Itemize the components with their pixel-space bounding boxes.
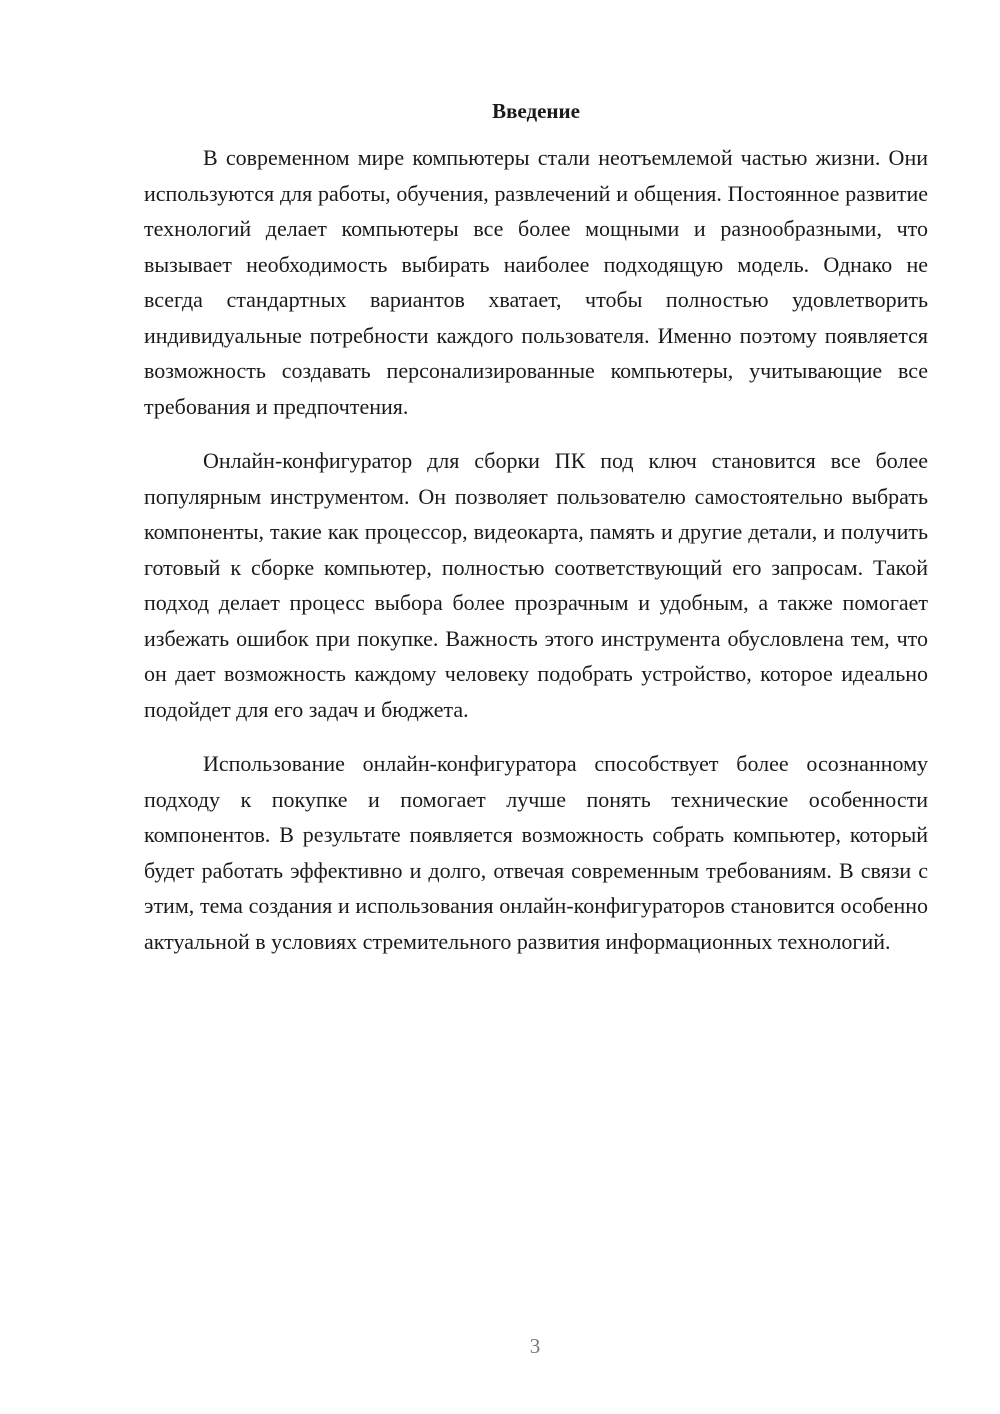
page-content [144,96,928,978]
paragraph-3: Использование онлайн-конфигуратора способствует более осознанному подходу к покупке и помогает лучше понять технические особенности компонентов. В результате появляется возможность собрать компьютер, который будет работать эффективно и долго, отвечая современным требованиям. В связи с этим, тема создания и использования онлайн-конфигураторов становится особенно актуальной в условиях стремительного развития информационных технологий. [144,751,928,954]
paragraph-1: В современном мире компьютеры стали неотъемлемой частью жизни. Они используются для работы, обучения, развлечений и общения. Постоянное развитие технологий делает компьютеры все более мощными и разнообразными, что вызывает необходимость выбирать наиболее подходящую модель. Однако не всегда стандартных вариантов хватает, чтобы полностью удовлетворить индивидуальные потребности каждого пользователя. Именно поэтому появляется возможность создавать персонализированные компьютеры, учитывающие все требования и предпочтения. [144,145,928,419]
paragraph-2: Онлайн-конфигуратор для сборки ПК под ключ становится все более популярным инструментом. Он позволяет пользователю самостоятельно выбрать компоненты, такие как процессор, видеокарта, память и другие детали, и получить готовый к сборке компьютер, полностью соответствующий его запросам. Такой подход делает процесс выбора более прозрачным и удобным, а также помогает избежать ошибок при покупке. Важность этого инструмента обусловлена тем, что он дает возможность каждому человеку подобрать устройство, которое идеально подойдет для его задач и бюджета. [144,448,928,722]
page-number: 3 [529,1334,541,1358]
section-heading: Введение [492,99,580,123]
